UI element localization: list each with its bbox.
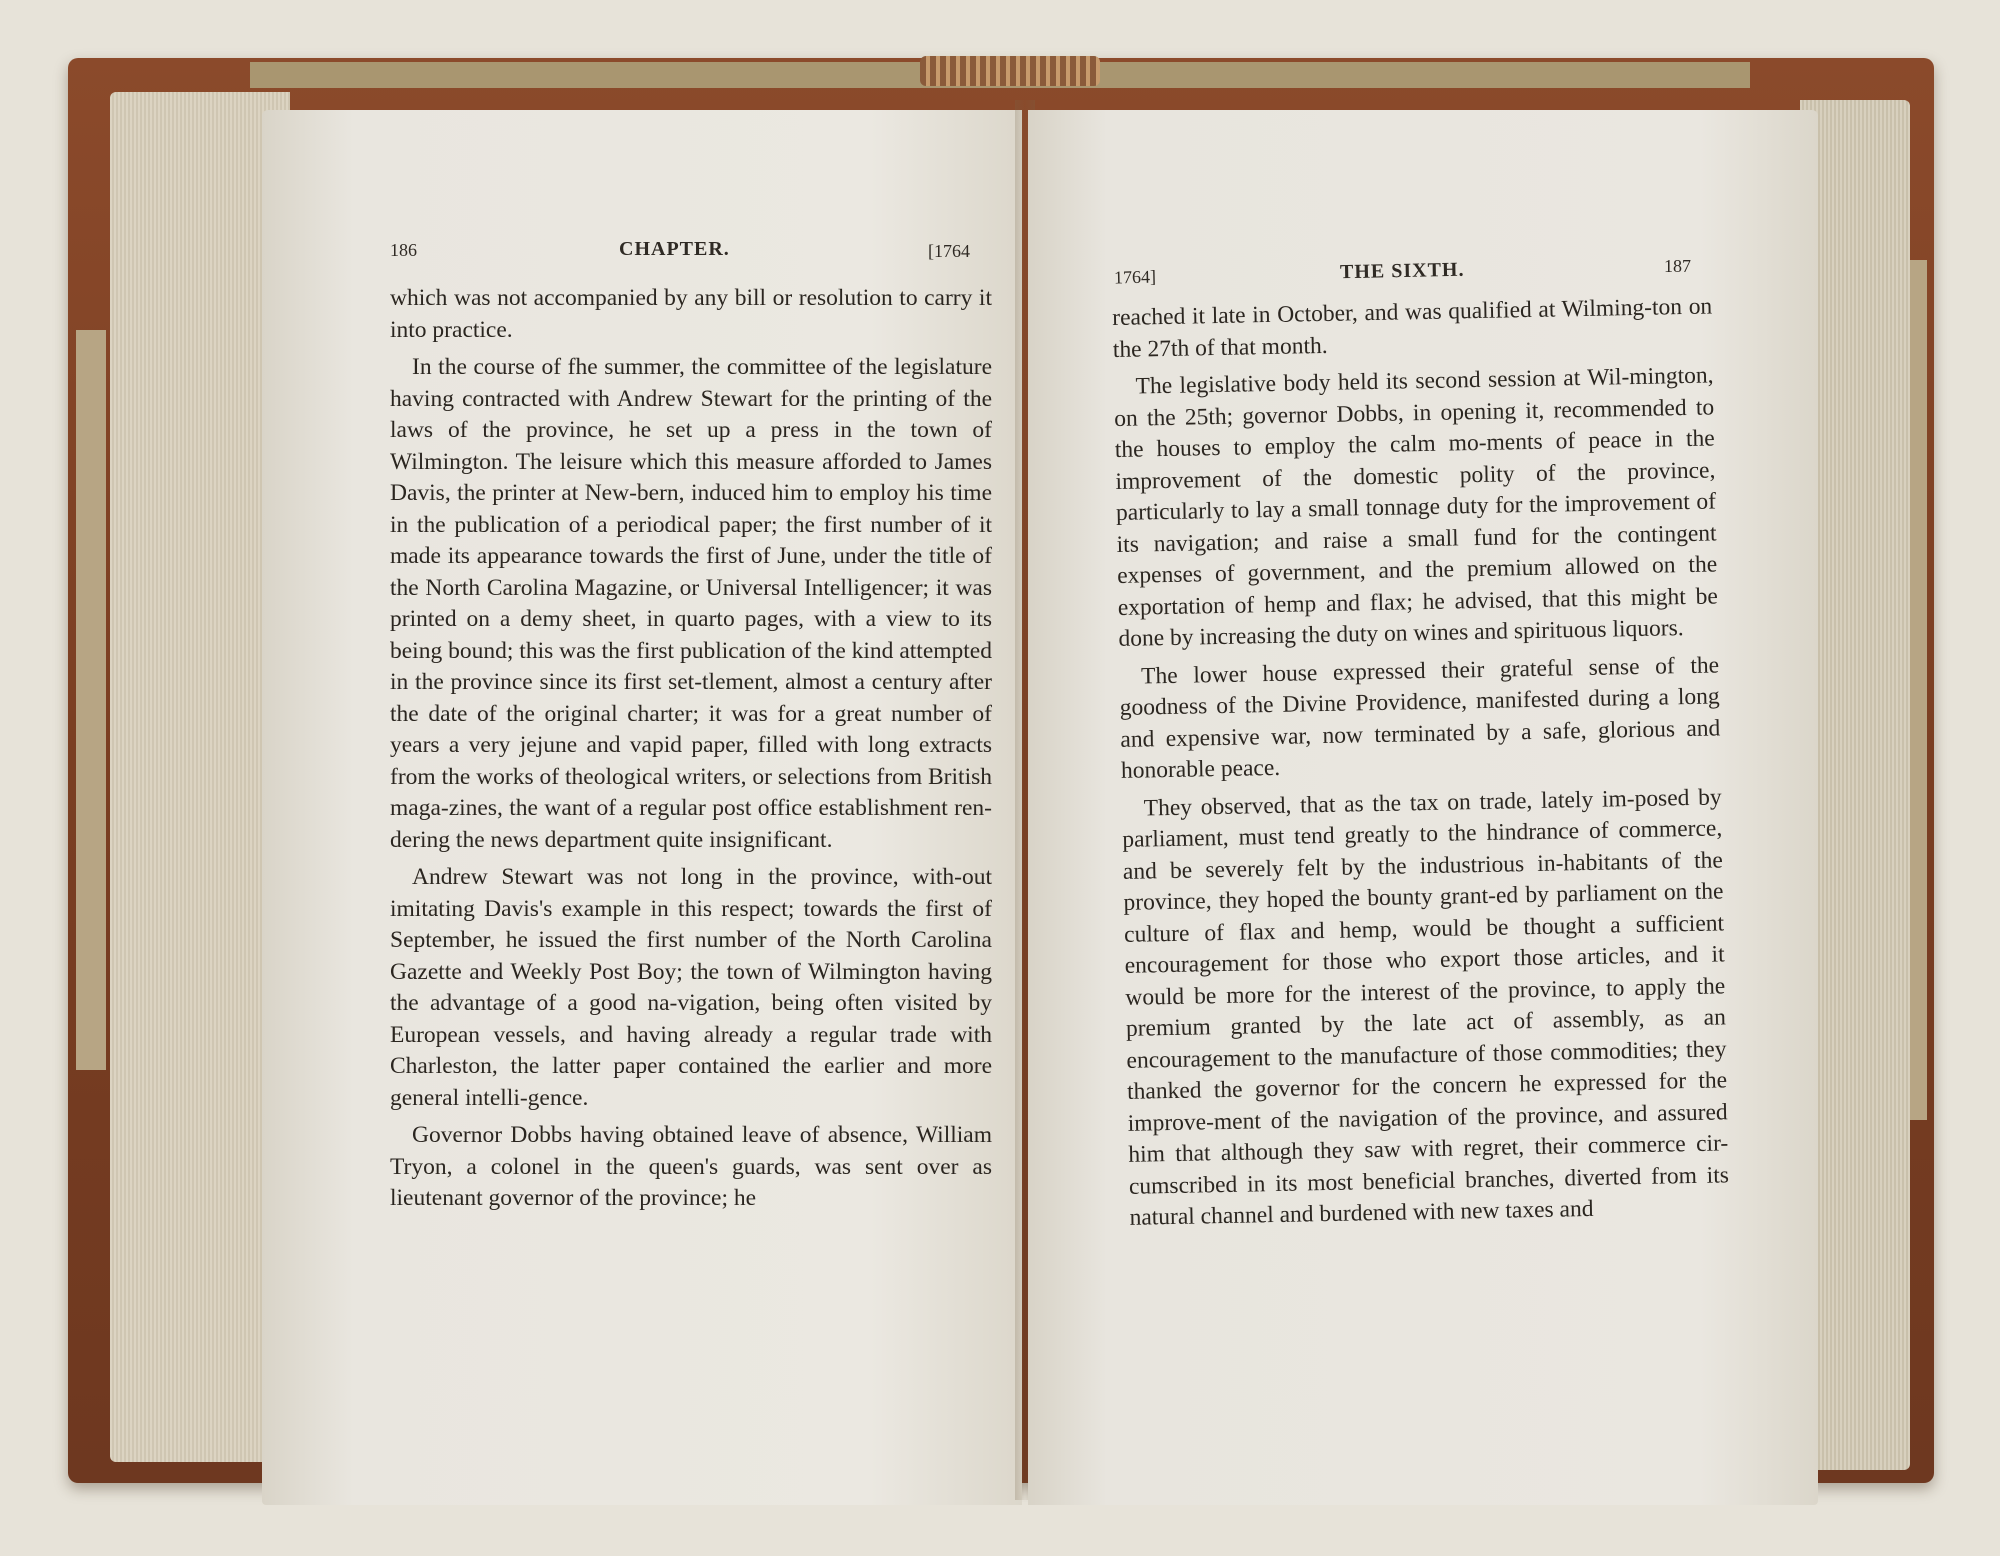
left-paragraph-4: Governor Dobbs having obtained leave of absence, William Tryon, a colonel in the queen's guards, was sent over as lieutenant governor of the province; he — [390, 1122, 992, 1211]
left-page-text — [390, 283, 992, 1215]
right-page — [1028, 110, 1818, 1505]
right-paragraph-4: They observed, that as the tax on trade, lately im-posed by parliament, must tend greatly to the hindrance of commerce, and be severely felt by the industrious in-habitants of the province, they hoped the bounty grant-ed by parliament on the culture of flax and hemp, would be thought a sufficient encouragement for those who export those articles, and it would be more for the interest of the province, to apply the premium granted by the late act of assembly, as an encouragement to the manufacture of those commodities; they thanked the governor for the concern he expressed for the improve-ment of the navigation of the province, and assured him that although they saw with regret, their commerce cir-cumscribed in its most beneficial branches, diverted from its natural channel and burdened with new taxes and — [1122, 783, 1730, 1231]
right-paragraph-3: The lower house expressed their grateful sense of the goodness of the Divine Providence, manifested during a long and expensive war, now terminated by a safe, glorious and honorable peace. — [1119, 651, 1721, 784]
right-page-number: 187 — [1664, 256, 1691, 276]
right-year-marker: 1764] — [1113, 266, 1157, 288]
left-paragraph-2: In the course of fhe summer, the committee of the legislature having contracted with Andrew Stewart for the printing of the laws of the province, he set up a press in the town of Wilmington. The leisure which this measure afforded to James Davis, the printer at New-bern, induced him to employ his time in the publication of a periodical paper; the first number of it made its appearance towards the first of June, under the title of the North Carolina Magazine, or Universal Intelligencer; it was printed on a demy sheet, in quarto pages, with a view to its being bound; this was the first publication of the kind attempted in the province since its first set-tlement, almost a century after the date of the original charter; it was for a great number of years a very jejune and vapid paper, filled with long extracts from the works of theological writers, or selections from British maga-zines, the want of a regular post office establishment ren-dering the news department quite insignificant. — [390, 354, 992, 853]
left-paragraph-3: Andrew Stewart was not long in the province, with-out imitating Davis's example in this respect; towards the first of September, he issued the first number of the North Carolina Gazette and Weekly Post Boy; the town of Wilmington having the advantage of a good na-vigation, being often visited by European vessels, and having already a regular trade with Charleston, the latter paper contained the earlier and more general intelli-gence. — [390, 864, 992, 1111]
spine-headband — [920, 56, 1100, 86]
left-page — [262, 110, 1022, 1505]
right-paragraph-2: The legislative body held its second session at Wil-mington, on the 25th; governor Dobbs, in opening it, recommended to the houses to employ the calm mo-ments of peace in the improvement of the domestic polity of the province, particularly to lay a small tonnage duty for the improvement of its navigation; and raise a small fund for the contingent expenses of government, and the premium allowed on the exportation of hemp and flax; he advised, that this might be done by increasing the duty on wines and spirituous liquors. — [1113, 362, 1718, 652]
right-running-title: THE SIXTH. — [1339, 258, 1465, 284]
right-page-text — [1112, 291, 1730, 1234]
cover-cloth-left — [76, 330, 106, 1070]
left-paragraph-1: which was not accompanied by any bill or resolution to carry it into practice. — [390, 285, 992, 343]
left-year-marker: [1764 — [928, 241, 970, 261]
left-page-number: 186 — [390, 240, 417, 260]
left-running-title: CHAPTER. — [619, 238, 730, 260]
right-paragraph-1: reached it late in October, and was qualified at Wilming-ton on the 27th of that month. — [1112, 293, 1713, 363]
